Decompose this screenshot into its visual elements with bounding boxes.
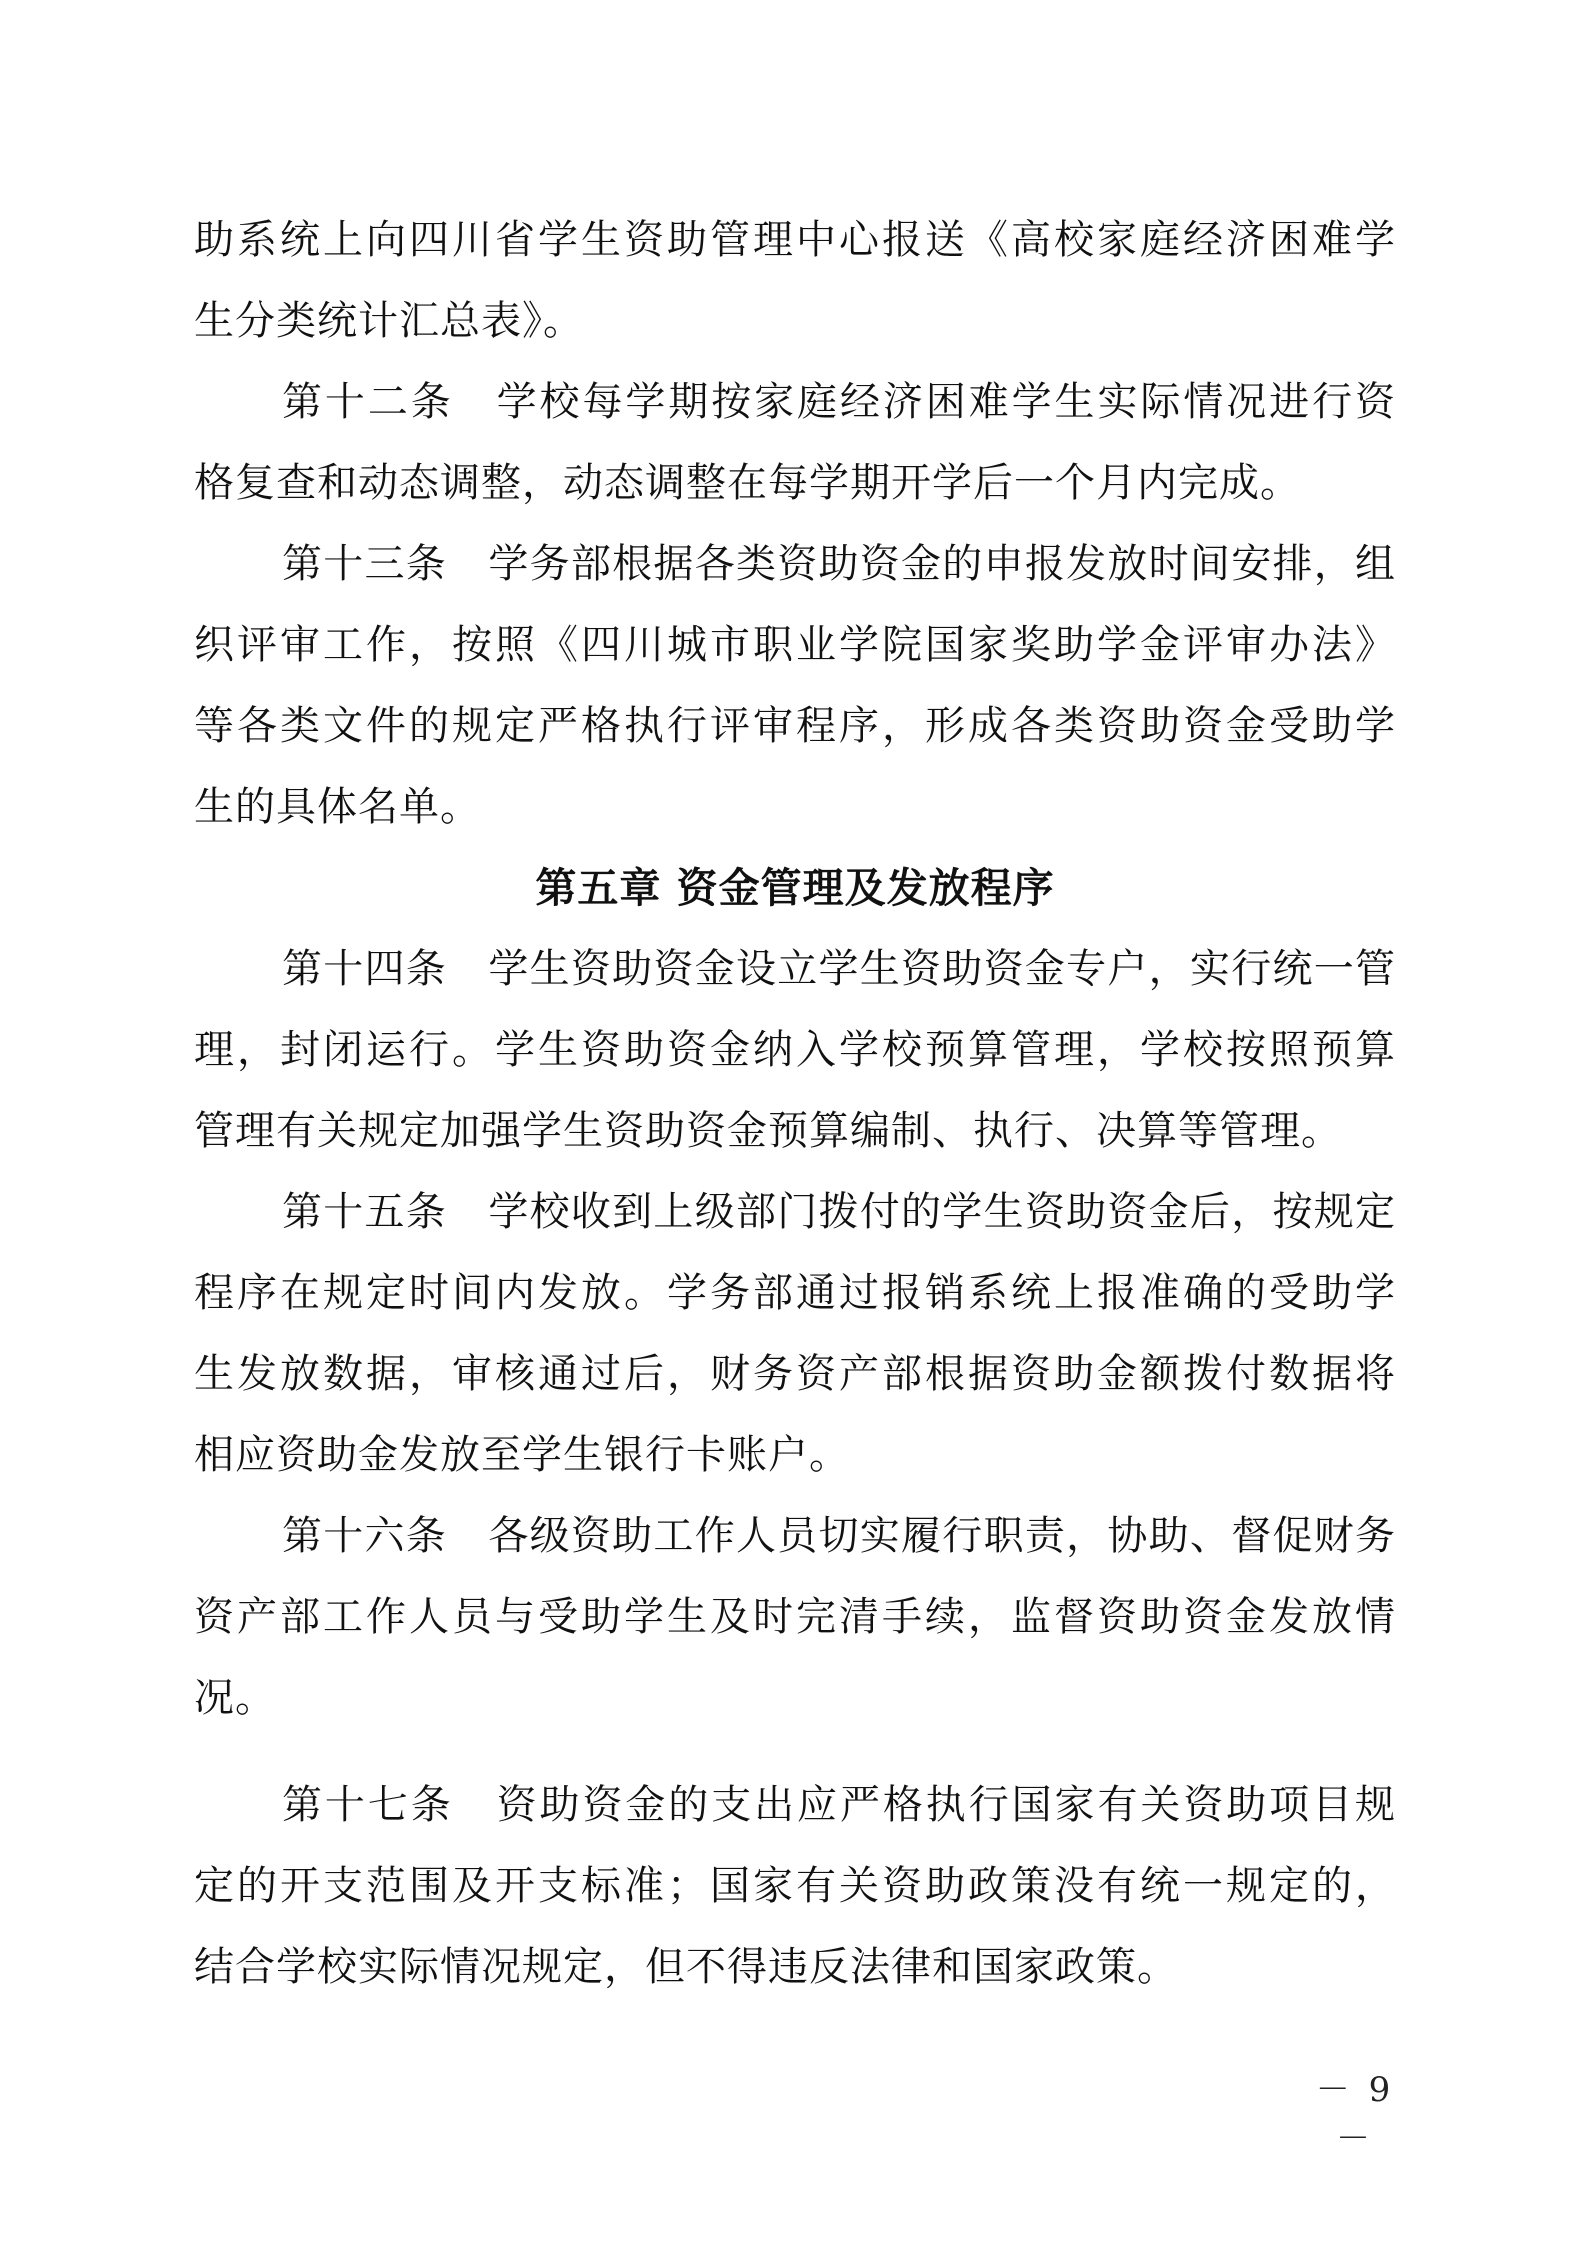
body-line: 资产部工作人员与受助学生及时完清手续，监督资助资金发放情 [194,1594,1396,1640]
article-12-line: 第十二条 学校每学期按家庭经济困难学生实际情况进行资 [282,379,1396,425]
body-line: 管理有关规定加强学生资助资金预算编制、执行、决算等管理。 [194,1108,1342,1154]
article-17-line: 第十七条 资助资金的支出应严格执行国家有关资助项目规 [282,1782,1396,1828]
body-line: 格复查和动态调整，动态调整在每学期开学后一个月内完成。 [194,460,1301,506]
body-line: 程序在规定时间内发放。学务部通过报销系统上报准确的受助学 [194,1270,1396,1316]
body-line: 生发放数据，审核通过后，财务资产部根据资助金额拨付数据将 [194,1351,1396,1397]
body-line: 等各类文件的规定严格执行评审程序，形成各类资助资金受助学 [194,703,1396,749]
body-line: 结合学校实际情况规定，但不得违反法律和国家政策。 [194,1944,1178,1990]
chapter-heading: 第五章 资金管理及发放程序 [535,864,1055,912]
article-16-line: 第十六条 各级资助工作人员切实履行职责，协助、督促财务 [282,1513,1396,1559]
page-number: － 9 － [1315,2070,1395,2159]
article-13-line: 第十三条 学务部根据各类资助资金的申报发放时间安排，组 [282,541,1396,587]
body-line: 理，封闭运行。学生资助资金纳入学校预算管理，学校按照预算 [194,1027,1396,1073]
body-line: 定的开支范围及开支标准；国家有关资助政策没有统一规定的， [194,1863,1396,1909]
document-body [194,200,1396,2008]
article-14-line: 第十四条 学生资助资金设立学生资助资金专户，实行统一管 [282,946,1396,992]
body-line: 助系统上向四川省学生资助管理中心报送《高校家庭经济困难学 [194,217,1396,263]
body-line: 生分类统计汇总表》。 [194,298,584,344]
body-line: 织评审工作，按照《四川城市职业学院国家奖助学金评审办法》 [194,622,1396,668]
article-15-line: 第十五条 学校收到上级部门拨付的学生资助资金后，按规定 [282,1189,1396,1235]
body-line: 相应资助金发放至学生银行卡账户。 [194,1432,850,1478]
body-line: 生的具体名单。 [194,784,481,830]
body-line: 况。 [194,1675,276,1721]
